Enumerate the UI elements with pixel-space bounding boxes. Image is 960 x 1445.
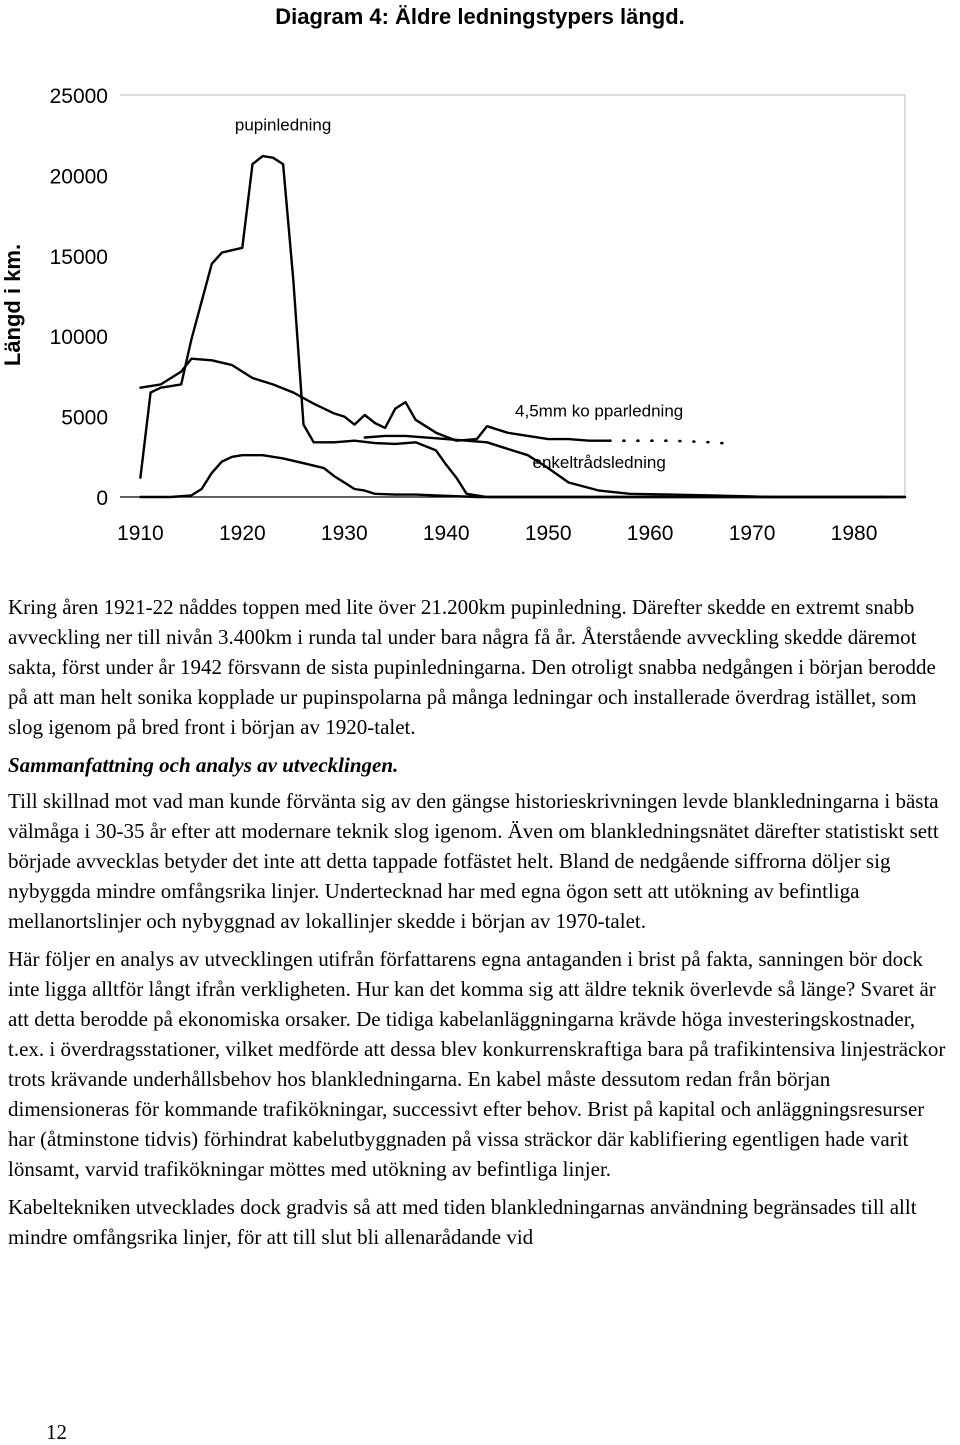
x-tick-label: 1980 xyxy=(830,522,878,545)
section-heading: Sammanfattning och analys av utvecklingen. xyxy=(8,753,399,777)
paragraph-pupin-summary: Kring åren 1921-22 nåddes toppen med lite över 21.200km pupinledning. Därefter skedde en extremt snabb avveckling ner till nivån 3.400km i runda tal under bara några få år. Återstående avveckling skedde däremot sakta, först under år 1942 försvann de sista pupinledningarna. Den otroligt snabba nedgången i början berodde på att man helt sonika kopplade ur pupinspolarna på många ledningar och installerade överdrag istället, som slog igenom på bred front i början av 1920-talet. xyxy=(8,595,936,739)
y-tick-label: 20000 xyxy=(49,165,108,189)
y-tick-label: 10000 xyxy=(49,326,108,350)
x-tick-label: 1960 xyxy=(626,522,674,545)
x-tick-label: 1950 xyxy=(524,522,572,545)
y-tick-label: 0 xyxy=(96,487,108,510)
series-line xyxy=(140,359,609,441)
page-number: 12 xyxy=(46,1420,67,1444)
x-tick-label: 1930 xyxy=(320,522,368,545)
series-line xyxy=(140,156,905,497)
series-line xyxy=(140,455,905,497)
x-tick-label: 1940 xyxy=(422,522,470,545)
series-label: 4,5mm ko pparledning xyxy=(515,401,684,421)
line-chart xyxy=(0,60,960,580)
x-tick-label: 1920 xyxy=(218,522,266,545)
article-body xyxy=(8,592,956,1260)
y-tick-label: 5000 xyxy=(61,406,108,430)
x-tick-label: 1970 xyxy=(728,522,776,545)
paragraph-cable-technique: Kabeltekniken utvecklades dock gradvis så att med tiden blankledningarnas användning begränsades till allt mindre omfångsrika linjer, för att till slut bli allenarådande vid xyxy=(8,1195,917,1249)
y-tick-label: 15000 xyxy=(49,245,108,269)
x-tick-label: 1910 xyxy=(117,522,164,545)
chart-title: Diagram 4: Äldre ledningstypers längd. xyxy=(275,4,685,29)
series-line xyxy=(609,441,731,444)
series-label: enkeltrådsledning xyxy=(532,453,666,473)
y-axis-label: Längd i km. xyxy=(0,243,25,367)
series-label: pupinledning xyxy=(234,115,332,135)
y-tick-label: 25000 xyxy=(49,85,108,108)
paragraph-blank-lines: Till skillnad mot vad man kunde förvänta sig av den gängse historieskrivningen levde blankledningarna i bästa välmåga i 30-35 år efter att modernare teknik slog igenom. Även om blankledningsnätet därefter statistiskt sett började avvecklas betyder det inte att detta tappade fotfästet helt. Bland de nedgående siffrorna döljer sig nybyggda mindre omfångsrika linjer. Undertecknad har med egna ögon sett att utökning av befintliga mellanortslinjer och nybyggnad av lokallinjer skedde i början av 1970-talet. xyxy=(8,789,939,933)
paragraph-analysis: Här följer en analys av utvecklingen utifrån författarens egna antaganden i brist på fakta, sanningen bör dock inte ligga alltför långt ifrån verkligheten. Hur kan det komma sig att äldre teknik överlevde så länge? Svaret är att detta berodde på ekonomiska orsaker. De tidiga kabelanläggningarna krävde höga investeringskostnader, t.ex. i överdragsstationer, vilket medförde att dessa blev konkurrenskraftiga bara på trafikintensiva linjesträckor trots krävande underhållsbehov hos blankledningarna. En kabel måste dessutom redan från början dimensioneras för kommande trafikökningar, successivt efter behov. Brist på kapital och anläggningsresurser har (åtminstone tidvis) förhindrat kabelutbyggnaden på vissa sträckor där kablifiering egentligen hade varit lönsamt, varvid trafikökningar möttes med utökning av befintliga linjer. xyxy=(8,947,946,1181)
